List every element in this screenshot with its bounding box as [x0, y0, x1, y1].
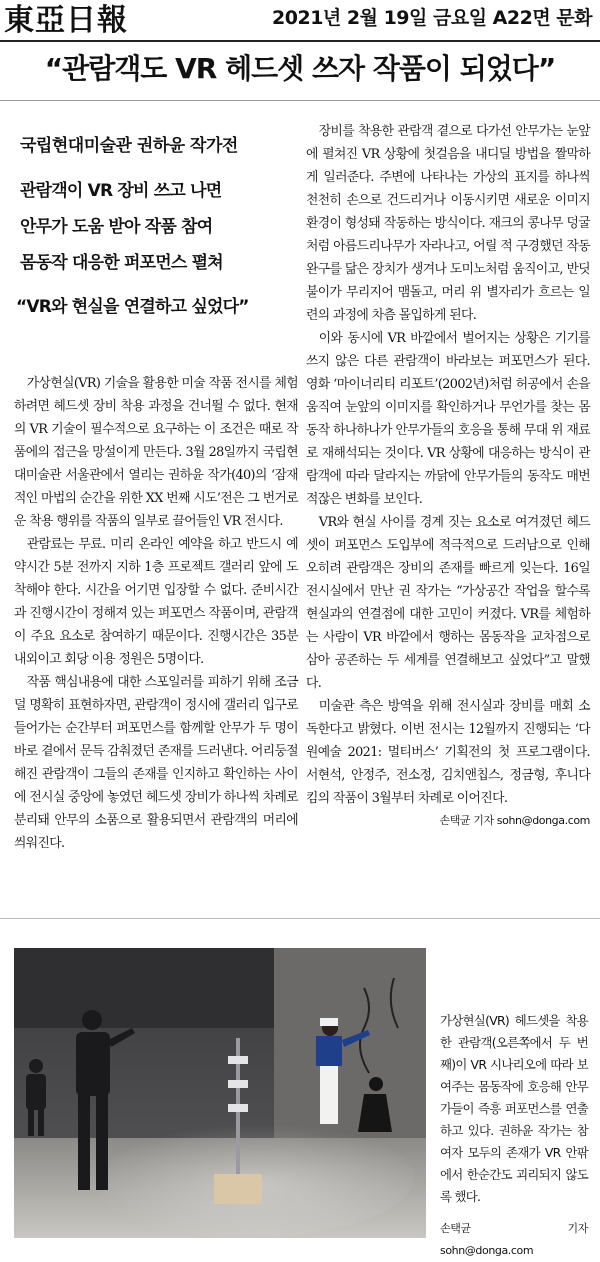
- caption-text: 가상현실(VR) 헤드셋을 착용한 관람객(오른쪽에서 두 번째)이 VR 시나리오에 따라 보여주는 몸동작에 호응해 안무가들이 즉흥 퍼포먼스를 연출하고 있다. 권하윤 작가는 참여자 모두의 존재가 VR 안팎에서 한순간도 괴리되지 않도록 했다.: [440, 1013, 588, 1204]
- deck: [20, 176, 298, 278]
- headline-rule: [0, 100, 600, 101]
- article-paragraph: 관람료는 무료. 미리 온라인 예약을 하고 반드시 예약시간 5분 전까지 지하 1층 프로젝트 갤러리 앞에 도착해야 한다. 시간을 어기면 입장할 수 없다. 준비시간과 진행시간이 정해져 있는 퍼포먼스 작품이며, 관람객이 주요 요소로 참여하기 때문이다. 진행시간은 35분 내외이고 회당 이용 정원은 5명이다.: [14, 537, 298, 667]
- masthead: [0, 0, 600, 40]
- deck-quote: “VR와 현실을 연결하고 싶었다”: [16, 297, 249, 317]
- performance-photo: [14, 948, 426, 1238]
- byline: 손택균 기자 sohn@donga.com: [439, 814, 590, 827]
- headline: “관람객도 VR 헤드셋 쓰자 작품이 되었다”: [44, 52, 556, 85]
- article-paragraph: 작품 핵심내용에 대한 스포일러를 피하기 위해 조금 덜 명확히 표현하자면, 관람객이 정시에 갤러리 입구로 들어가는 순간부터 퍼포먼스를 함께할 안무가 두 명이 바로 곁에서 문득 감춰졌던 존재를 드러낸다. 어리둥절해진 관람객이 그들의 존재를 인지하고 확인하는 사이에 전시실 중앙에 놓였던 헤드셋 장비가 하나씩 차례로 분리돼 안무의 소품으로 활용되면서 관람객의 머리에 씌워진다.: [14, 675, 298, 851]
- photo-caption: [440, 1010, 588, 1262]
- deck-line: 안무가 도움 받아 작품 참여: [20, 217, 213, 237]
- article-paragraph: 장비를 착용한 관람객 곁으로 다가선 안무가는 눈앞에 펼쳐진 VR 상황에 첫걸음을 내디딜 방법을 짤막하게 일러준다. 주변에 나타나는 가상의 표지를 하나씩 천천히 손으로 건드리거나 이동시키면 새로운 이미지 환경이 형성돼 작동하는 방식이다. 재크의 콩나무 덩굴처럼 아름드리나무가 자라나고, 어릴 적 구경했던 작동완구를 닮은 장치가 생겨나 도미노처럼 움직이고, 반딧불이가 무리지어 맴돌고, 머리 위 별자리가 흐르는 일련의 과정에 차츰 몰입하게 된다.: [306, 124, 590, 323]
- deck-line: 관람객이 VR 장비 쓰고 나면: [20, 181, 222, 201]
- deck-line: 몸동작 대응한 퍼포먼스 펼쳐: [20, 253, 223, 273]
- caption-credit: 손택균 기자 sohn@donga.com: [440, 1222, 588, 1257]
- right-column: [306, 120, 590, 828]
- newspaper-logo: 東亞日報: [4, 3, 128, 38]
- article-body-right: [306, 120, 590, 810]
- article-paragraph: 이와 동시에 VR 바깥에서 벌어지는 상황은 기기를 쓰지 않은 다른 관람객이 바라보는 퍼포먼스가 된다. 영화 ‘마이너리티 리포트’(2002년)처럼 허공에서 손을 움직여 눈앞의 이미지를 확인하거나 무언가를 찾는 몸동작 하나하나가 안무가들의 호응을 통해 무대 위 재료로 재해석되는 것이다. VR 상황에 대응하는 방식이 관람객에 따라 달라지는 까닭에 안무가들의 동작도 매번 적잖은 변화를 보인다.: [306, 331, 590, 507]
- masthead-rule: [0, 40, 600, 42]
- deck-subtitle: 국립현대미술관 권하윤 작가전: [20, 136, 238, 156]
- article-paragraph: VR와 현실 사이를 경계 짓는 요소로 여겨졌던 헤드셋이 퍼포먼스 도입부에 적극적으로 드러남으로 인해 오히려 관람객은 장비의 존재를 빠르게 잊는다. 16일 전시실에서 만난 권 작가는 “가상공간 작업을 할수록 현실과의 연결점에 대한 고민이 커졌다. VR를 체험하는 사람이 VR 바깥에서 행하는 몸동작을 교차점으로 삼아 공존하는 두 세계를 연결해보고 싶었다”고 말했다.: [306, 515, 590, 691]
- article-body-left: [14, 372, 298, 855]
- dateline: 2021년 2월 19일 금요일 A22면 문화: [272, 7, 592, 29]
- article-paragraph: 미술관 측은 방역을 위해 전시실과 장비를 매회 소독한다고 밝혔다. 이번 전시는 12월까지 진행되는 ‘다원예술 2021: 멀티버스’ 기획전의 첫 프로그램이다. 서현석, 안정주, 전소정, 김치앤칩스, 정금형, 후니다 킴의 작품이 3월부터 차례로 이어진다.: [306, 699, 590, 806]
- article-paragraph: 가상현실(VR) 기술을 활용한 미술 작품 전시를 체험하려면 헤드셋 장비 착용 과정을 건너뛸 수 없다. 현재의 VR 기술이 필수적으로 요구하는 이 조건은 때로 작품에의 접근을 망설이게 만든다. 3월 28일까지 국립현대미술관 서울관에서 열리는 권하윤 작가(40)의 ‘잠재적인 마법의 순간을 위한 XX 번째 시도’전은 그 번거로운 착용 행위를 작품의 일부로 끌어들인 VR 전시다.: [14, 376, 298, 529]
- photo-rule: [0, 918, 600, 919]
- left-column: [14, 120, 298, 855]
